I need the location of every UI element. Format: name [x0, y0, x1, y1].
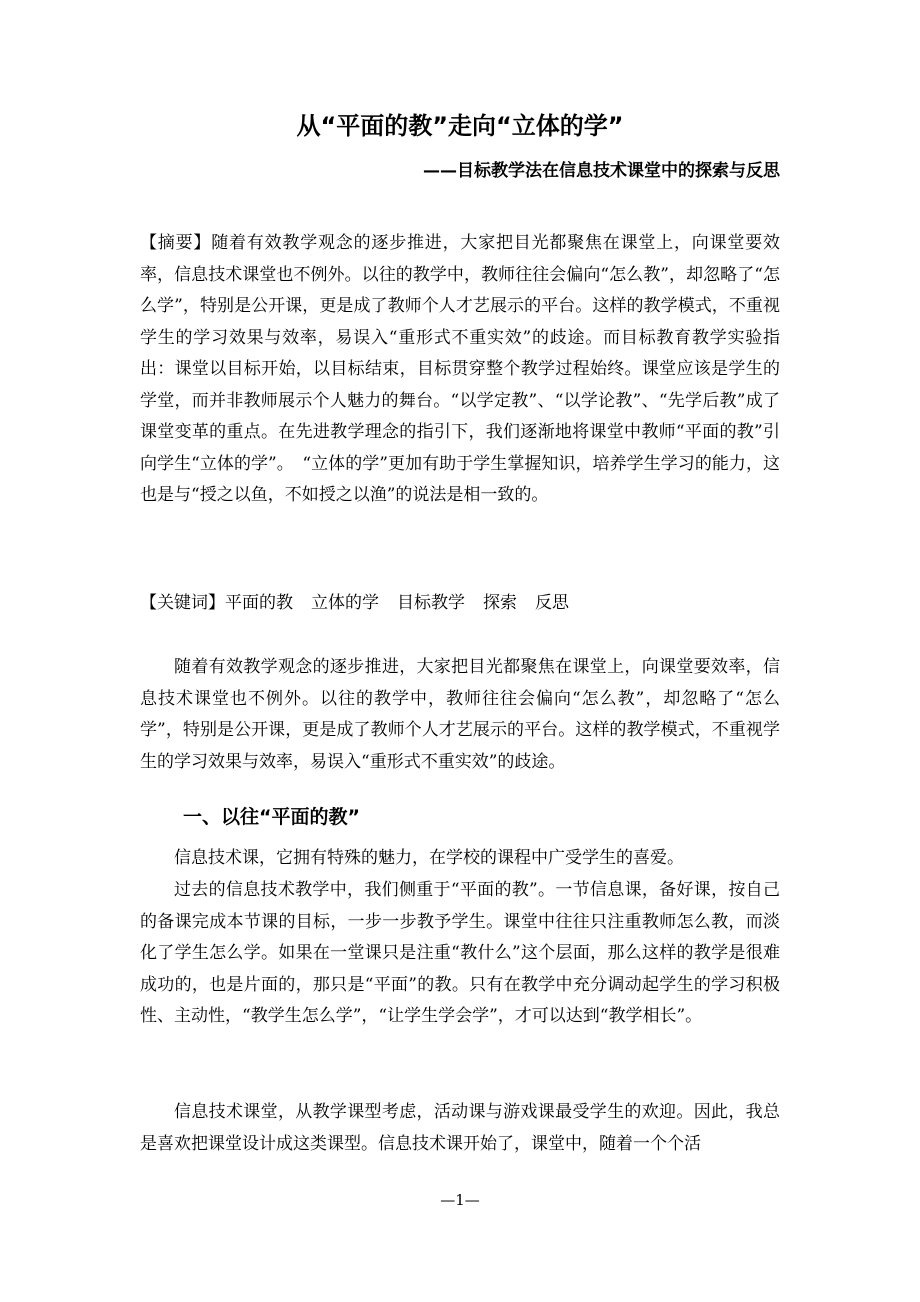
document-subtitle: ——目标教学法在信息技术课堂中的探索与反思	[423, 161, 780, 181]
keyword: 目标教学	[397, 593, 465, 613]
keywords-label: 【关键词】	[140, 593, 225, 613]
keyword: 立体的学	[311, 593, 379, 613]
abstract-label: 【摘要】	[140, 233, 212, 253]
intro-paragraph: 随着有效教学观念的逐步推进，大家把目光都聚焦在课堂上，向课堂要效率，信息技术课堂也不例外。以往的教学中，教师往往会偏向“怎么教”，却忽略了“怎么学”，特别是公开课，更是成了教师个人才艺展示的平台。这样的教学模式，不重视学生的学习效果与效率，易误入“重形式不重实效”的歧途。	[140, 657, 780, 772]
document-title: 从“平面的教”走向“立体的学”	[296, 112, 624, 140]
section-heading: 一、以往“平面的教”	[183, 806, 360, 828]
section-paragraph: 过去的信息技术教学中，我们侧重于“平面的教”。一节信息课，备好课，按自己的备课完成本节课的目标，一步一步教予学生。课堂中往往只注重教师怎么教，而淡化了学生怎么学。如果在一堂课只是注重“教什么”这个层面，那么这样的教学是很难成功的，也是片面的，那只是“平面”的教。只有在教学中充分调动起学生的学习积极性、主动性，“教学生怎么学”，“让学生学会学”，才可以达到“教学相长”。	[140, 880, 780, 1026]
section-paragraph: 信息技术课堂，从教学课型考虑，活动课与游戏课最受学生的欢迎。因此，我总是喜欢把课堂设计成这类课型。信息技术课开始了，课堂中，随着一个个活	[140, 1102, 780, 1154]
abstract-paragraph	[140, 228, 780, 512]
keyword: 平面的教	[225, 593, 293, 613]
abstract-text: 随着有效教学观念的逐步推进，大家把目光都聚焦在课堂上，向课堂要效率，信息技术课堂也不例外。以往的教学中，教师往往会偏向“怎么教”，却忽略了“怎么学”，特别是公开课，更是成了教师个人才艺展示的平台。这样的教学模式，不重视学生的学习效果与效率，易误入“重形式不重实效”的歧途。而目标教育教学实验指出：课堂以目标开始，以目标结束，目标贯穿整个教学过程始终。课堂应该是学生的学堂，而并非教师展示个人魅力的舞台。“以学定教”、“以学论教”、“先学后教”成了课堂变革的重点。在先进教学理念的指引下，我们逐渐地将课堂中教师“平面的教”引向学生“立体的学”。 “立体的学”更加有助于学生掌握知识，培养学生学习的能力，这也是与“授之以鱼，不如授之以渔”的说法是相一致的。	[140, 233, 781, 505]
page-number: —1—	[440, 1191, 480, 1209]
keywords-line	[140, 588, 780, 620]
section-paragraph: 信息技术课，它拥有特殊的魅力，在学校的课程中广受学生的喜爱。	[174, 848, 684, 868]
keyword: 反思	[535, 593, 569, 613]
keyword: 探索	[483, 593, 517, 613]
